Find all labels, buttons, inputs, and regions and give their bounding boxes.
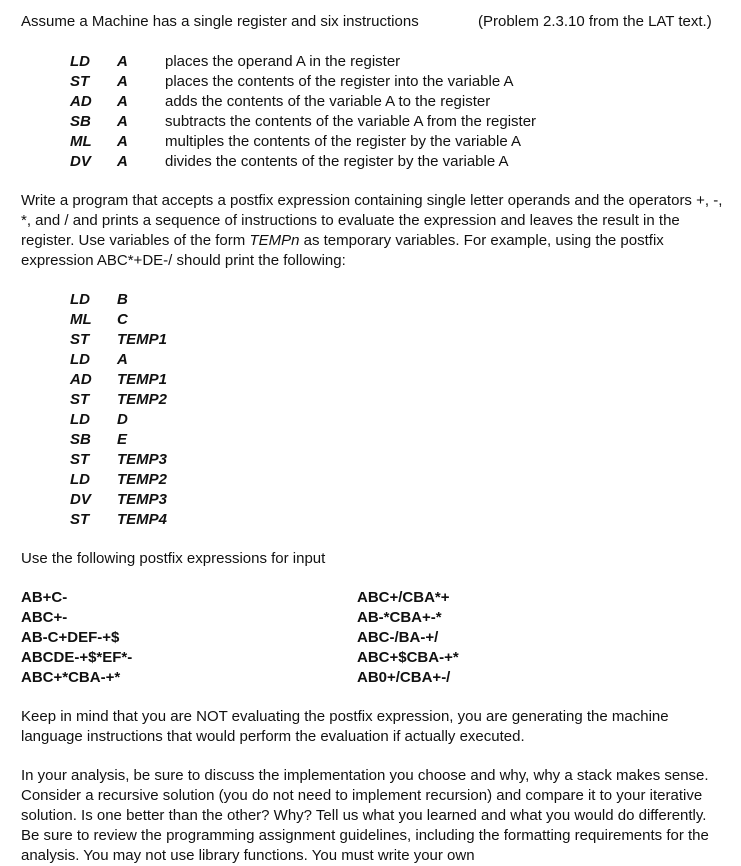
listing-opcode: LD xyxy=(70,471,90,488)
instruction-operand: A xyxy=(117,53,128,70)
listing-operand: TEMP3 xyxy=(117,491,168,508)
instruction-operand: A xyxy=(117,93,128,110)
instruction-opcode: AD xyxy=(70,93,92,110)
instruction-opcode: SB xyxy=(70,113,91,130)
instruction-operand: A xyxy=(117,153,128,170)
instruction-description: subtracts the contents of the variable A from the register xyxy=(165,113,537,130)
expression-item: AB+C- xyxy=(21,589,68,606)
instruction-description: places the operand A in the register xyxy=(165,53,401,70)
expression-item: ABC+*CBA-+* xyxy=(21,669,121,686)
expression-item: AB-C+DEF-+$ xyxy=(21,629,120,646)
instruction-operand: A xyxy=(117,113,128,130)
instruction-description: places the contents of the register into the variable A xyxy=(165,73,514,90)
listing-operand: TEMP1 xyxy=(117,331,168,348)
listing-operand: A xyxy=(117,351,128,368)
listing-opcode: LD xyxy=(70,411,90,428)
listing-operand: TEMP3 xyxy=(117,451,168,468)
reminder-paragraph: Keep in mind that you are NOT evaluating the postfix expression, you are generating the machine language instructions that would perform the evaluation if actually executed. xyxy=(21,708,669,745)
task-paragraph xyxy=(21,191,726,271)
listing-operand: D xyxy=(117,411,128,428)
expression-item: ABC+$CBA-+* xyxy=(357,649,459,666)
listing-opcode: ST xyxy=(70,331,90,348)
listing-operand: TEMP2 xyxy=(117,471,168,488)
listing-opcode: LD xyxy=(70,291,90,308)
expression-item: ABC-/BA-+/ xyxy=(357,629,439,646)
listing-opcode: ST xyxy=(70,511,90,528)
expression-item: ABC+- xyxy=(21,609,68,626)
listing-operand: B xyxy=(117,291,128,308)
problem-reference: (Problem 2.3.10 from the LAT text.) xyxy=(478,13,712,30)
listing-operand: E xyxy=(117,431,128,448)
instruction-opcode: ST xyxy=(70,73,90,90)
input-heading: Use the following postfix expressions for input xyxy=(21,550,326,567)
expression-item: AB0+/CBA+-/ xyxy=(357,669,451,686)
listing-opcode: SB xyxy=(70,431,91,448)
instruction-opcode: ML xyxy=(70,133,92,150)
listing-opcode: LD xyxy=(70,351,90,368)
analysis-paragraph: In your analysis, be sure to discuss the implementation you choose and why, why a stack makes sense. Consider a recursive solution (you do not need to implement recursion) and compare it to your iterative solution. Is one better than the other? Why? Tell us what you learned and what you would do differently. Be sure to review the programming assignment guidelines, including the formatting requirements for the analysis. You may not use library functions. You must write your own xyxy=(21,767,709,864)
listing-opcode: ML xyxy=(70,311,92,328)
temp-variable-name: TEMPn xyxy=(249,232,300,249)
instruction-description: multiples the contents of the register by the variable A xyxy=(165,133,522,150)
listing-opcode: AD xyxy=(70,371,92,388)
expression-item: AB-*CBA+-* xyxy=(357,609,442,626)
listing-operand: TEMP1 xyxy=(117,371,168,388)
listing-operand: TEMP2 xyxy=(117,391,168,408)
task-text: Write a program that accepts a postfix expression containing single letter operands and the operators +, -, *, and / and prints a sequence of instructions to evaluate the expression and leaves the result in the register. Use variables of the form xyxy=(21,192,723,249)
instruction-opcode: LD xyxy=(70,53,90,70)
instruction-opcode: DV xyxy=(70,153,91,170)
listing-operand: TEMP4 xyxy=(117,511,168,528)
task-text-end: as temporary variables. For example, using the postfix expression ABC*+DE-/ should print the following: xyxy=(21,232,664,269)
expression-item: ABCDE-+$*EF*- xyxy=(21,649,133,666)
listing-opcode: ST xyxy=(70,391,90,408)
listing-opcode: ST xyxy=(70,451,90,468)
instruction-operand: A xyxy=(117,73,128,90)
problem-statement-intro: Assume a Machine has a single register and six instructions xyxy=(21,13,419,30)
instruction-description: adds the contents of the variable A to the register xyxy=(165,93,491,110)
expression-item: ABC+/CBA*+ xyxy=(357,589,450,606)
listing-operand: C xyxy=(117,311,128,328)
listing-opcode: DV xyxy=(70,491,91,508)
instruction-description: divides the contents of the register by the variable A xyxy=(165,153,509,170)
instruction-operand: A xyxy=(117,133,128,150)
